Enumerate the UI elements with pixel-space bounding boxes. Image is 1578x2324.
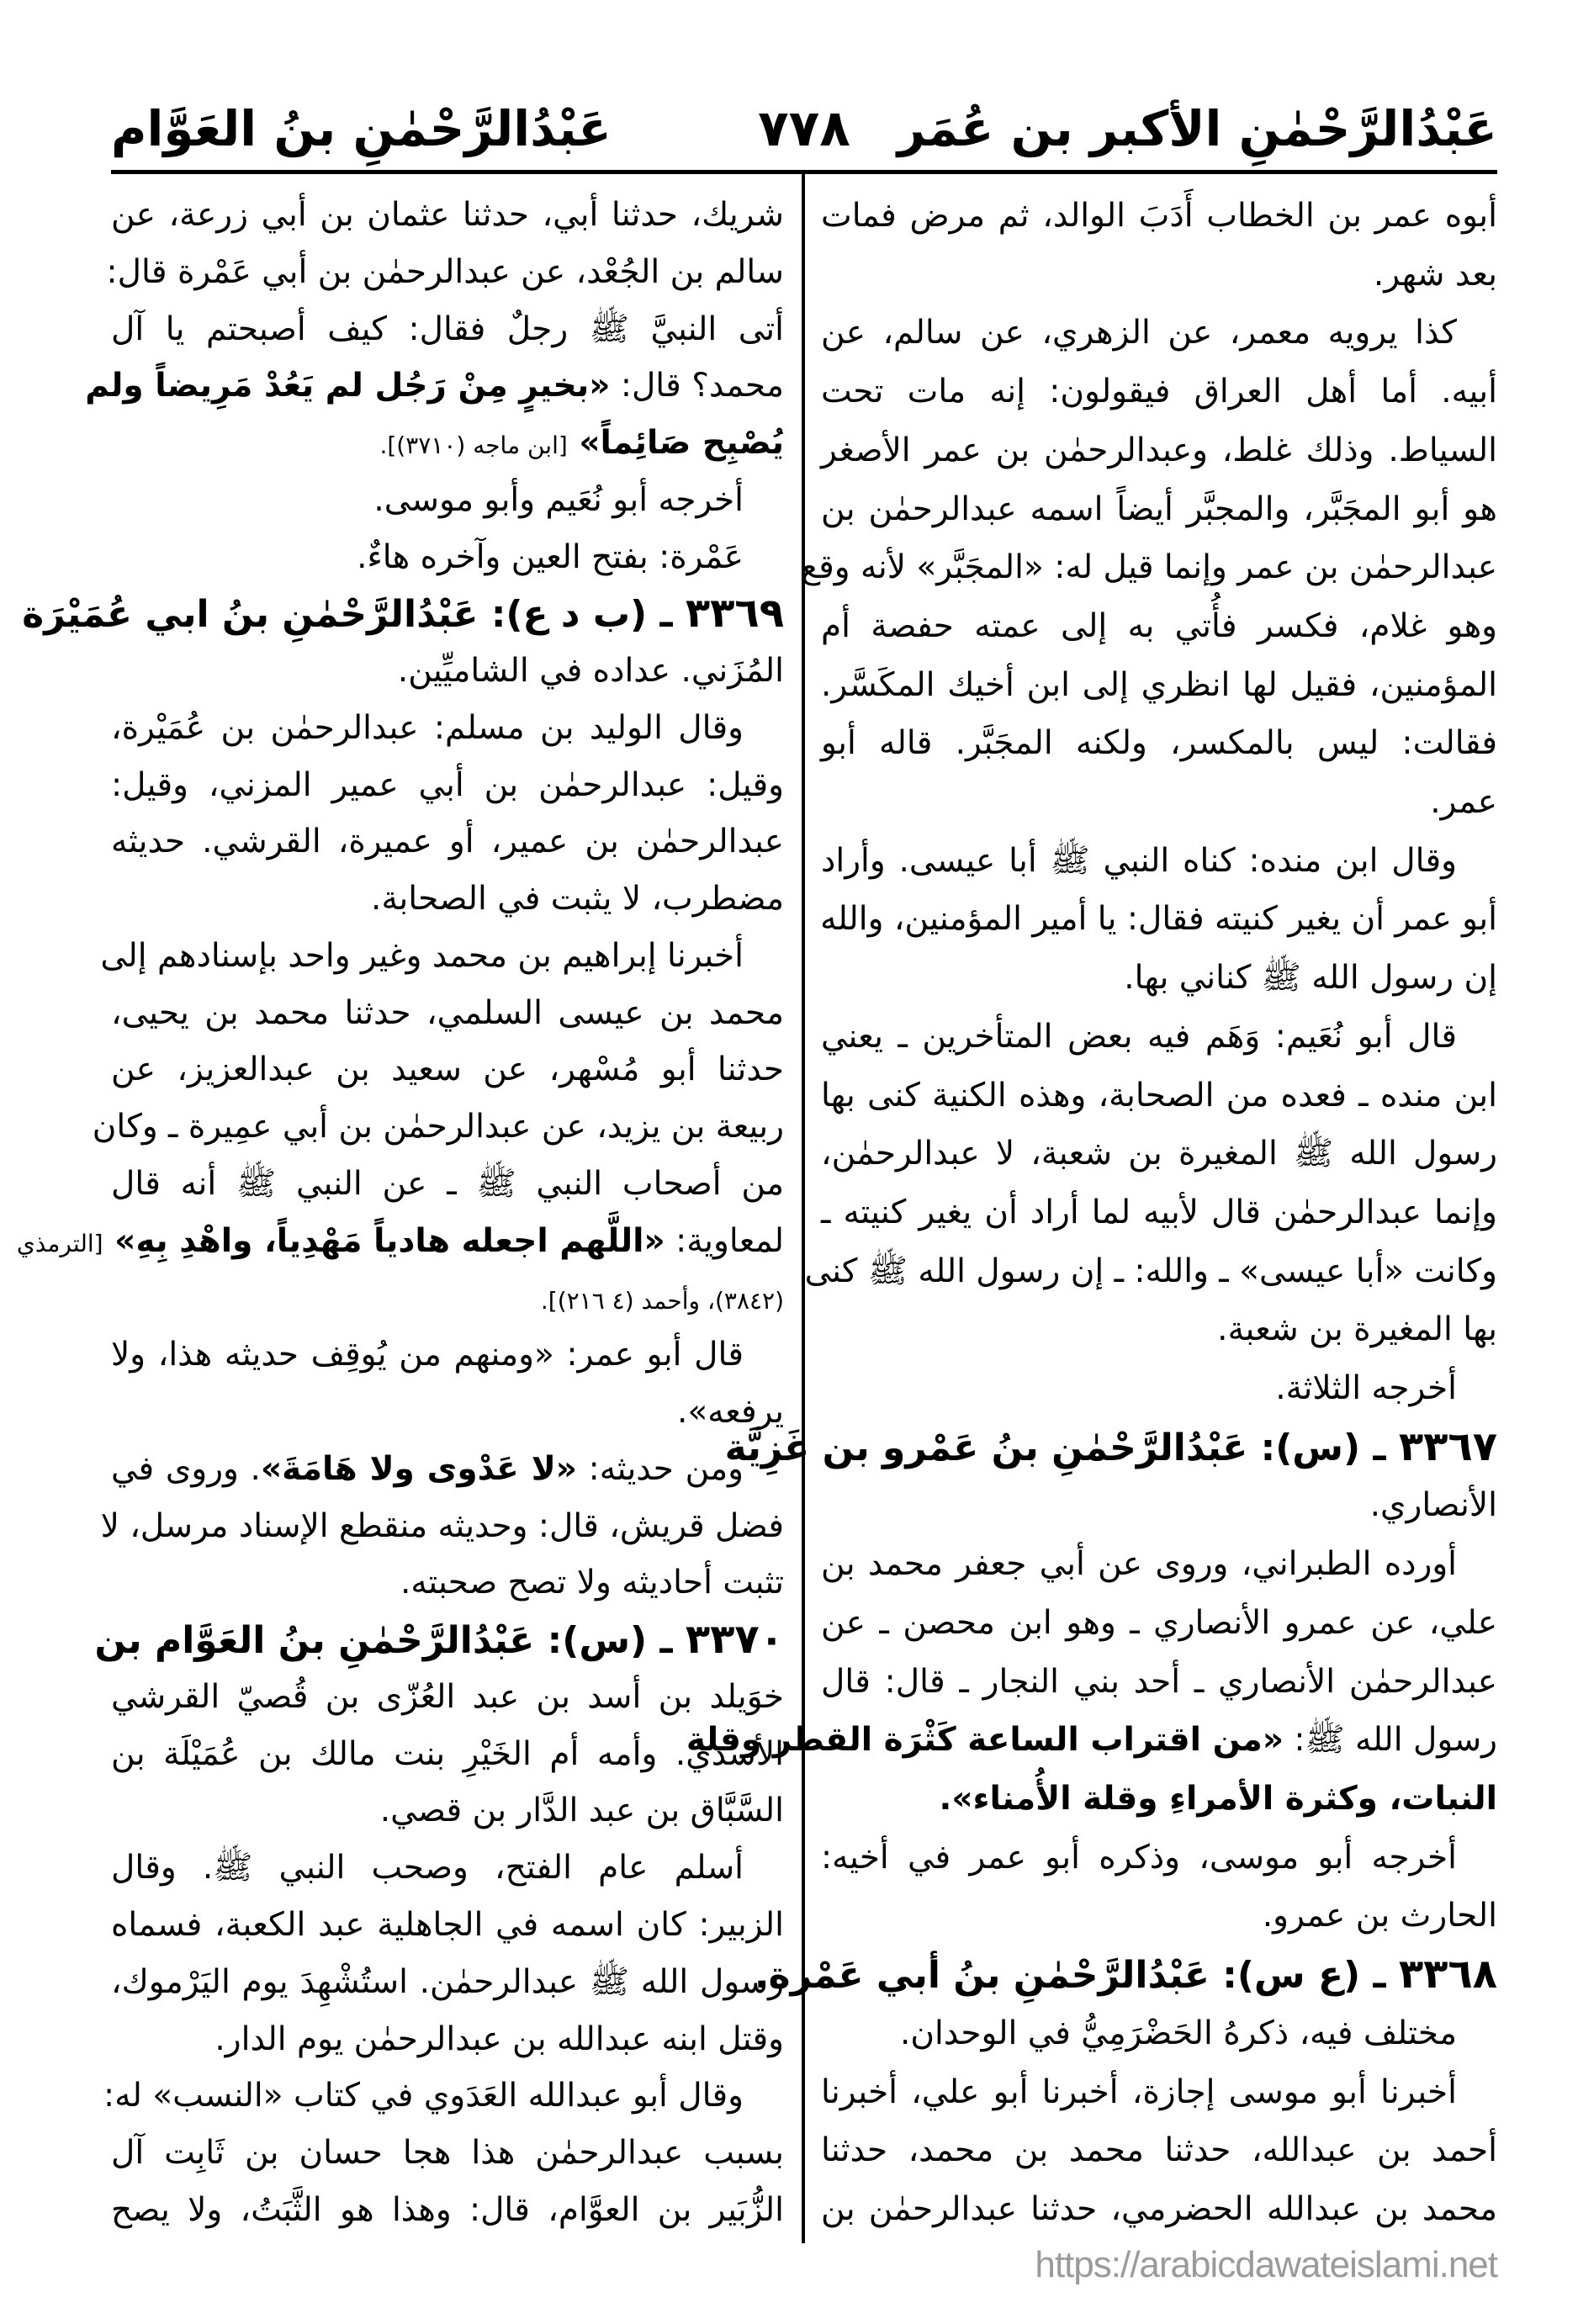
text-line: مضطرب، لا يثبت في الصحابة.: [371, 880, 784, 918]
running-head-right: عَبْدُالرَّحْمٰنِ الأكبر بن عُمَر: [897, 100, 1497, 157]
column-divider: [802, 174, 805, 2243]
entry-number: ٣٣٦٩: [685, 590, 784, 638]
text-line: علي، عن عمرو الأنصاري ـ وهو ابن محصن ـ عن: [821, 1603, 1497, 1642]
source-reference: (٣٨٤٢)، وأحمد (٤ ٢١٦)].: [540, 1286, 784, 1315]
page-number: ٧٧٨: [758, 99, 850, 158]
text-line: عبدالرحمٰن بن عمير، أو عميرة، القرشي. حديثه: [111, 823, 784, 861]
hadith-quote: يُصْبِح صَائِماً»: [567, 424, 784, 463]
text-line: وقال ابن منده: كناه النبي ﷺ أبا عيسى. وأراد: [821, 841, 1457, 880]
text-line: رسول الله ﷺ عبدالرحمٰن. استُشْهِدَ يوم اليَرْموك،: [111, 1962, 784, 2001]
text-line: وكانت «أبا عيسى» ـ والله: ـ إن رسول الله ﷺ كنى: [804, 1252, 1497, 1290]
entry-heading: [22, 585, 784, 643]
text-line: السياط. وذلك غلط، وعبدالرحمٰن بن عمر الأصغر: [821, 431, 1497, 469]
text-line: سالم بن الجُعْد، عن عبدالرحمٰن بن أبي عَمْرة قال:: [106, 252, 784, 291]
text-line: وقيل: عبدالرحمٰن بن أبي عمير المزني، وقيل:: [111, 765, 784, 804]
entry-heading: [94, 1612, 784, 1669]
text-line: أخبرنا أبو موسى إجازة، أخبرنا أبو علي، أخبرنا: [821, 2073, 1457, 2111]
text-line: رسول الله ﷺ المغيرة بن شعبة، لا عبدالرحمٰن،: [821, 1135, 1497, 1173]
text-line: إن رسول الله ﷺ كناني بها.: [1124, 959, 1497, 998]
text-line: المُزَني. عداده في الشاميِّين.: [397, 652, 784, 691]
text-line: وقال أبو عبدالله العَدَوي في كتاب «النسب» له:: [103, 2077, 744, 2115]
text-line: يرفعه».: [677, 1393, 784, 1432]
text-line: بها المغيرة بن شعبة.: [1217, 1310, 1497, 1349]
text-line: عمر.: [1430, 783, 1497, 822]
text-line: أخبرنا إبراهيم بن محمد وغير واحد بإسنادهم إلى: [100, 936, 744, 975]
text-line: أخرجه الثلاثة.: [1275, 1369, 1457, 1408]
text-line: أبيه. أما أهل العراق فيقولون: إنه مات تحت: [821, 373, 1497, 411]
hadith-quote: النبات، وكثرة الأمراءِ وقلة الأُمناء».: [939, 1779, 1497, 1818]
text-line: الحارث بن عمرو.: [1262, 1897, 1497, 1935]
text-segment: محمد؟ قال:: [610, 367, 784, 405]
text-line: أخرجه أبو موسى، وذكره أبو عمر في أخيه:: [821, 1838, 1457, 1877]
entry-heading: [724, 1418, 1497, 1477]
text-line: الأسدي. وأمه أم الخَيْرِ بنت مالك بن عُمَيْلَة بن: [111, 1734, 784, 1773]
text-line: أبوه عمر بن الخطاب أَدَبَ الوالد، ثم مرض فمات: [821, 197, 1497, 235]
text-line: السَّبَّاق بن عبد الدَّار بن قصي.: [379, 1792, 784, 1830]
text-line: قال أبو عمر: «ومنهم من يُوقِف حديثه هذا، ولا: [111, 1336, 744, 1374]
text-line: الأنصاري.: [1369, 1486, 1497, 1525]
hadith-quote: «اللَّهم اجعله هادياً مَهْدِياً، واهْدِ بِهِ»: [103, 1221, 665, 1260]
text-line: الزبير: كان اسمه في الجاهلية عبد الكعبة، فسماه: [111, 1905, 784, 1944]
text-line: عبدالرحمٰن بن عمر وإنما قيل له: «المجَبَّر» لأنه وقع: [801, 548, 1497, 587]
text-line: فضل قريش، قال: وحديثه منقطع الإسناد مرسل، لا: [100, 1506, 784, 1545]
entry-number: ٣٣٦٨: [1398, 1951, 1497, 1998]
text-line: ابن منده ـ فعده من الصحابة، وهذه الكنية كنى بها: [821, 1076, 1497, 1114]
text-line: حدثنا أبو مُسْهر، عن سعيد بن عبدالعزيز، عن: [111, 1051, 784, 1089]
text-line: فقالت: ليس بالمكسر، ولكنه المجَبَّر. قاله أبو: [821, 724, 1497, 763]
text-line: وقال الوليد بن مسلم: عبدالرحمٰن بن عُمَيْرة،: [111, 708, 744, 747]
entry-number: ٣٣٦٧: [1398, 1422, 1497, 1470]
text-line: أسلم عام الفتح، وصحب النبي ﷺ. وقال: [111, 1849, 744, 1887]
text-line: قال أبو نُعَيم: وَهَم فيه بعض المتأخرين ـ يعني: [821, 1017, 1457, 1056]
text-segment: رسول الله ﷺ:: [1284, 1721, 1497, 1760]
text-line: [111, 415, 784, 472]
source-reference: [الترمذي: [16, 1229, 103, 1257]
text-line: وإنما عبدالرحمٰن قال لأبيه لما أراد أن يغير كنيته ـ: [821, 1193, 1497, 1231]
entry-title: ـ (ع س): عَبْدُالرَّحْمٰنِ بنُ أبي عَمْرة.: [754, 1954, 1399, 1998]
text-line: خوَيلد بن أسد بن عبد العُزّى بن قُصيّ القرشي: [111, 1677, 784, 1716]
text-line: [686, 1711, 1497, 1770]
watermark-url: https://arabicdawateislami.net: [1035, 2244, 1497, 2285]
text-line: أتى النبيَّ ﷺ رجلٌ فقال: كيف أصبحتم يا آل: [111, 310, 784, 348]
text-line: [821, 1770, 1497, 1829]
text-line: ربيعة بن يزيد، عن عبدالرحمٰن بن أبي عمِيرة ـ وكان: [92, 1108, 784, 1146]
text-line: تثبت أحاديثه ولا تصح صحبته.: [400, 1564, 784, 1602]
text-line: محمد بن عيسى السلمي، حدثنا محمد بن يحيى،: [111, 993, 784, 1032]
text-line: [111, 1441, 784, 1498]
hadith-quote: «لا عَدْوى ولا هَامَةَ»: [260, 1449, 577, 1488]
left-column: [16, 187, 784, 2239]
text-line: بسبب عبدالرحمٰن هذا هجا حسان بن ثَابِت آل: [111, 2134, 784, 2173]
text-line: أورده الطبراني، وروى عن أبي جعفر محمد بن: [821, 1545, 1457, 1584]
running-header: [111, 93, 1497, 168]
entry-title: ـ (س): عَبْدُالرَّحْمٰنِ بنُ عَمْرو بن غَزِيَّة: [724, 1426, 1399, 1469]
text-line: مختلف فيه، ذكرهُ الحَضْرَمِيُّ في الوحدان.: [900, 2014, 1457, 2052]
text-line: شريك، حدثنا أبي، حدثنا عثمان بن أبي زرعة، عن: [111, 196, 784, 234]
entry-title: ـ (س): عَبْدُالرَّحْمٰنِ بنُ العَوَّام بن: [94, 1619, 686, 1663]
text-line: محمد بن عبدالله الحضرمي، حدثنا عبدالرحمٰن بن: [821, 2189, 1497, 2228]
text-line: من أصحاب النبي ﷺ ـ عن النبي ﷺ أنه قال: [111, 1165, 784, 1204]
text-line: بعد شهر.: [1373, 255, 1497, 294]
text-line: أحمد بن عبدالله، حدثنا محمد بن محمد، حدثنا: [821, 2131, 1497, 2170]
text-line: [111, 1270, 784, 1327]
text-line: المؤمنين، فقيل لها انظري إلى ابن أخيك المكَسَّر.: [821, 665, 1497, 704]
text-segment: ومن حديثه:: [576, 1449, 744, 1488]
text-line: الزُّبَير بن العوَّام، قال: وهذا هو الثَّبَتُ، ولا يصح: [111, 2190, 784, 2229]
text-line: [85, 357, 784, 415]
text-line: كذا يرويه معمر، عن الزهري، عن سالم، عن: [821, 314, 1457, 352]
text-line: وقتل ابنه عبدالله بن عبدالرحمٰن يوم الدار.: [214, 2020, 784, 2058]
text-line: وهو غلام، فكسر فأُتي به إلى عمته حفصة أم: [821, 606, 1497, 645]
hadith-quote: «بخيرٍ مِنْ رَجُل لم يَعُدْ مَرِيضاً ولم: [85, 367, 611, 405]
text-segment: . وروى في: [111, 1449, 261, 1488]
text-line: [16, 1213, 784, 1270]
text-line: أخرجه أبو نُعَيم وأبو موسى.: [373, 480, 744, 519]
running-head-left: عَبْدُالرَّحْمٰنِ بنُ العَوَّام: [111, 100, 612, 157]
text-line: هو أبو المجَبَّر، والمجبَّر أيضاً اسمه عبدالرحمٰن بن: [821, 490, 1497, 528]
text-line: عَمْرة: بفتح العين وآخره هاءٌ.: [357, 537, 744, 576]
entry-title: ـ (ب د ع): عَبْدُالرَّحْمٰنِ بنُ ابي عُمَيْرَة: [22, 593, 686, 637]
hadith-quote: «من اقتراب الساعة كَثْرَة القطر وقلة: [686, 1721, 1284, 1760]
text-segment: لمعاوية:: [665, 1221, 784, 1260]
text-line: عبدالرحمٰن الأنصاري ـ أحد بني النجار ـ قال: قال: [821, 1662, 1497, 1701]
entry-heading: [754, 1945, 1497, 2004]
source-reference: [ابن ماجه (٣٧١٠)].: [379, 431, 568, 460]
entry-number: ٣٣٧٠: [685, 1616, 784, 1664]
text-line: أبو عمر أن يغير كنيته فقال: يا أمير المؤمنين، والله: [820, 900, 1497, 939]
